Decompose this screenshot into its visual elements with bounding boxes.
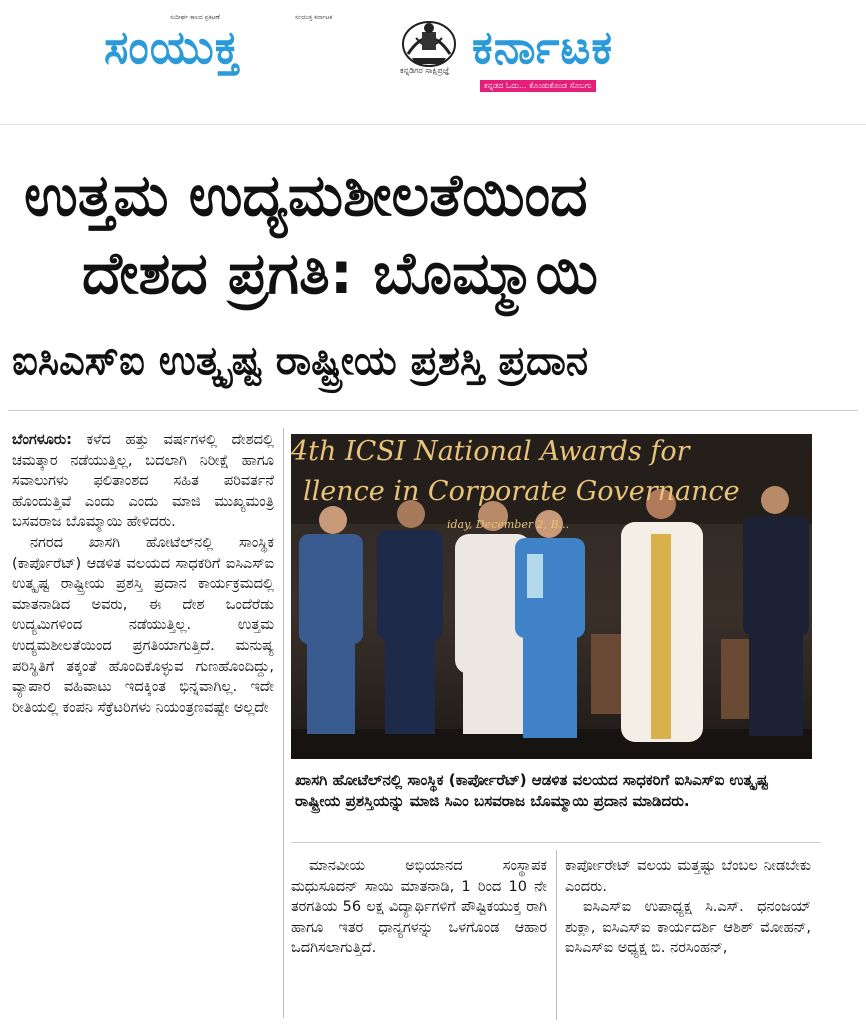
award-ceremony-photo xyxy=(291,434,812,759)
masthead-tagline-right: ಸಂಯುಕ್ತ ಕರ್ನಾಟಕ xyxy=(295,14,333,21)
article-paragraph: ಮಾನವೀಯ ಅಭಿಯಾನದ ಸಂಸ್ಥಾಪಕ ಮಧುಸೂದನ್ ಸಾಯಿ ಮಾತನಾಡಿ, 1 ರಿಂದ 10 ನೇ ತರಗತಿಯ 56 ಲಕ್ಷ ವಿದ್ಯಾರ್ಥಿಗಳಿಗೆ ಪೌಷ್ಟಿಕಯುಕ್ತ ರಾಗಿ ಹಾಗೂ ಇತರ ಧಾನ್ಯಗಳನ್ನು ಒಳಗೊಂಡ ಆಹಾರ ಒದಗಿಸಲಾಗುತ್ತಿದೆ. xyxy=(291,858,547,957)
masthead-tagline-left: ಸುದೀರ್ಘ ಕಾಲದ ಪ್ರಕಟಣೆ xyxy=(170,14,220,21)
banner-date: iday, December 2, B... xyxy=(447,518,570,531)
article-paragraph: ಕಳೆದ ಹತ್ತು ವರ್ಷಗಳಲ್ಲಿ ದೇಶದಲ್ಲಿ ಚಮತ್ಕಾರ ನಡೆಯುತ್ತಿಲ್ಲ, ಬದಲಾಗಿ ನಿರೀಕ್ಷೆ ಹಾಗೂ ಸವಾಲುಗಳು ಫಲಿತಾಂಶದ ಸಹಿತ ಪರಿವರ್ತನೆ ಹೊಂದುತ್ತಿವೆ ಎಂದು ಎಂದು ಮಾಜಿ ಮುಖ್ಯಮಂತ್ರಿ ಬಸವರಾಜ ಬೊಮ್ಮಾಯಿ ಹೇಳಿದರು. xyxy=(12,432,274,531)
subheadline: ಐಸಿಎಸ್‌ಐ ಉತ್ಕೃಷ್ಟ ರಾಷ್ಟ್ರೀಯ ಪ್ರಶಸ್ತಿ ಪ್ರದಾನ xyxy=(12,338,589,384)
article-column-2 xyxy=(291,856,547,959)
column-divider xyxy=(556,850,557,1020)
article-paragraph: ಕಾರ್ಪೋರೇಟ್ ವಲಯ ಮತ್ತಷ್ಟು ಬೆಂಬಲ ನೀಡಬೇಕು ಎಂದರು. xyxy=(565,858,811,895)
column-divider xyxy=(283,428,284,1018)
caption-divider xyxy=(291,842,821,843)
article-column-1 xyxy=(12,430,274,718)
masthead-divider xyxy=(0,124,866,125)
headline-line-2: ದೇಶದ ಪ್ರಗತಿ: ಬೊಮ್ಮಾಯಿ xyxy=(82,239,598,307)
masthead-slogan: ಕನ್ನಡದ ಓದು... ಕೊಂಡುಕೊಂಡ ಸೊಬಗು xyxy=(480,80,596,92)
masthead-brand-left: ಸಂಯುಕ್ತ xyxy=(104,20,241,74)
article-column-3 xyxy=(565,856,811,959)
article-paragraph: ನಗರದ ಖಾಸಗಿ ಹೋಟೆಲ್‌ನಲ್ಲಿ ಸಾಂಸ್ಥಿಕ (ಕಾರ್ಪೊರೆಟ್) ಆಡಳಿತ ವಲಯದ ಸಾಧಕರಿಗೆ ಐಸಿಎಸ್‌ಐ ಉತ್ಕೃಷ್ಟ ರಾಷ್ಟ್ರೀಯ ಪ್ರಶಸ್ತಿ ಪ್ರದಾನ ಕಾರ್ಯಕ್ರಮದಲ್ಲಿ ಮಾತನಾಡಿದ ಅವರು, ಈ ದೇಶ ಒಂದೆರೆಡು ಉದ್ಯಮಿಗಳಿಂದ ನಡೆಯುತ್ತಿಲ್ಲ. ಉತ್ತಮ ಉದ್ಯಮಶೀಲತೆಯಿಂದ ಪ್ರಗತಿಯಾಗುತ್ತಿದೆ. ಮನುಷ್ಯ ಪರಿಸ್ಥಿತಿಗೆ ತಕ್ಕಂತೆ ಹೊಂದಿಕೊಳ್ಳುವ ಗುಣಹೊಂದಿದ್ದು, ವ್ಯಾಪಾರ ವಹಿವಾಟು ಇದಕ್ಕಿಂತ ಭಿನ್ನವಾಗಿಲ್ಲ. ಇದೇ ರೀತಿಯಲ್ಲಿ ಕಂಪನಿ ಸೆಕ್ರೆಟರಿಗಳು ನಿಯಂತ್ರಣವಷ್ಟೇ ಅಲ್ಲದೇ xyxy=(12,534,274,716)
masthead-brand-right: ಕರ್ನಾಟಕ xyxy=(472,20,614,74)
emblem-caption: ಕನ್ನಡಿಗರ ಸಾಕ್ಷಿಪ್ರಜ್ಞೆ xyxy=(400,66,450,75)
photo-caption: ಖಾಸಗಿ ಹೋಟೆಲ್‌ನಲ್ಲಿ ಸಾಂಸ್ಥಿಕ (ಕಾರ್ಪೋರೆಟ್) ಆಡಳಿತ ವಲಯದ ಸಾಧಕರಿಗೆ ಐಸಿಎಸ್‌ಐ ಉತ್ಕೃಷ್ಟ ರಾಷ್ಟ್ರೀಯ ಪ್ರಶಸ್ತಿಯನ್ನು ಮಾಜಿ ಸಿಎಂ ಬಸವರಾಜ ಬೊಮ್ಮಾಯಿ ಪ್ರದಾನ ಮಾಡಿದರು. xyxy=(295,771,769,810)
headline-line-1: ಉತ್ತಮ ಉದ್ಯಮಶೀಲತೆಯಿಂದ xyxy=(24,161,588,229)
headline-divider xyxy=(8,410,858,411)
article-dateline: ಬೆಂಗಳೂರು: xyxy=(12,432,72,448)
article-paragraph: ಐಸಿಎಸ್‌ಐ ಉಪಾಧ್ಯಕ್ಷ ಸಿ.ಎಸ್. ಧನಂಜಯ್ ಶುಕ್ಲಾ, ಐಸಿಎಸ್‌ಐ ಕಾರ್ಯದರ್ಶಿ ಆಶಿಶ್ ಮೋಹನ್, ಐಸಿಎಸ್‌ಐ ಅಧ್ಯಕ್ಷ ಬಿ. ನರಸಿಂಹನ್, xyxy=(565,899,811,957)
banner-subtitle: llence in Corporate Governance xyxy=(303,476,740,507)
banner-title: 4th ICSI National Awards for xyxy=(291,436,690,467)
